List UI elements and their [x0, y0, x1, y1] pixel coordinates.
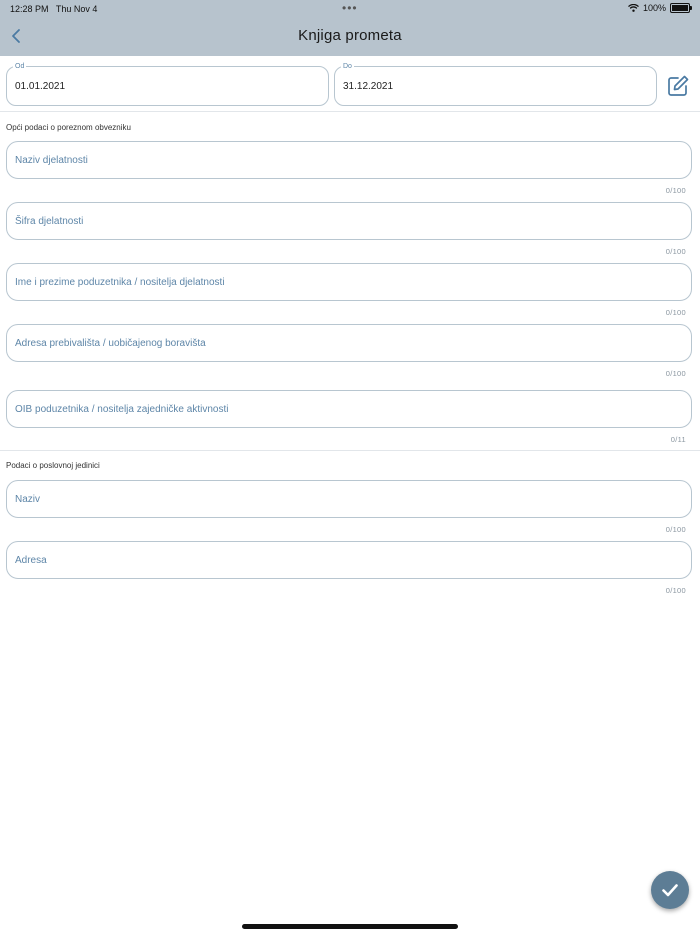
- date-to-value: 31.12.2021: [343, 81, 394, 92]
- activity-code-counter: 0/100: [665, 247, 686, 256]
- activity-code-input[interactable]: [6, 202, 692, 240]
- residence-address-placeholder: Adresa prebivališta / uobičajenog boravišta: [15, 338, 206, 349]
- owner-name-input[interactable]: [6, 263, 692, 301]
- unit-name-input[interactable]: [6, 480, 692, 518]
- status-bar: [0, 0, 700, 18]
- status-right: [628, 3, 690, 13]
- owner-name-placeholder: Ime i prezime poduzetnika / nositelja djelatnosti: [15, 277, 225, 288]
- edit-button[interactable]: [666, 74, 690, 98]
- multitasking-dots-icon[interactable]: •••: [342, 1, 358, 15]
- date-from-label: Od: [15, 63, 25, 70]
- activity-name-counter: 0/100: [665, 186, 686, 195]
- section-title-general: Opći podaci o poreznom obvezniku: [6, 123, 131, 132]
- oib-input[interactable]: [6, 390, 692, 428]
- status-time: [10, 4, 97, 14]
- edit-icon: [666, 74, 690, 98]
- oib-placeholder: OIB poduzetnika / nositelja zajedničke aktivnosti: [15, 404, 229, 415]
- wifi-icon: [628, 4, 639, 12]
- divider: [0, 450, 700, 451]
- residence-address-counter: 0/100: [665, 369, 686, 378]
- date-to-label: Do: [343, 63, 352, 70]
- checkmark-icon: [661, 881, 679, 899]
- status-date-text: Thu Nov 4: [55, 4, 98, 14]
- navigation-bar: [0, 0, 700, 56]
- section-title-business-unit: Podaci o poslovnoj jedinici: [6, 461, 100, 470]
- confirm-button[interactable]: [651, 871, 689, 909]
- date-from-value: 01.01.2021: [15, 81, 66, 92]
- date-from-field[interactable]: [6, 63, 329, 106]
- battery-percent: 100%: [642, 3, 666, 13]
- home-indicator: [242, 924, 458, 929]
- divider: [0, 111, 700, 112]
- oib-counter: 0/11: [670, 435, 686, 444]
- unit-name-counter: 0/100: [665, 525, 686, 534]
- page-title: Knjiga prometa: [298, 27, 402, 44]
- date-to-field[interactable]: [334, 63, 657, 106]
- activity-code-placeholder: Šifra djelatnosti: [15, 216, 84, 227]
- unit-address-counter: 0/100: [665, 586, 686, 595]
- battery-icon: [670, 3, 690, 13]
- unit-address-placeholder: Adresa: [15, 555, 47, 566]
- status-time-text: 12:28 PM: [10, 4, 49, 14]
- owner-name-counter: 0/100: [665, 308, 686, 317]
- activity-name-placeholder: Naziv djelatnosti: [15, 155, 88, 166]
- unit-name-placeholder: Naziv: [15, 494, 41, 505]
- residence-address-input[interactable]: [6, 324, 692, 362]
- activity-name-input[interactable]: [6, 141, 692, 179]
- unit-address-input[interactable]: [6, 541, 692, 579]
